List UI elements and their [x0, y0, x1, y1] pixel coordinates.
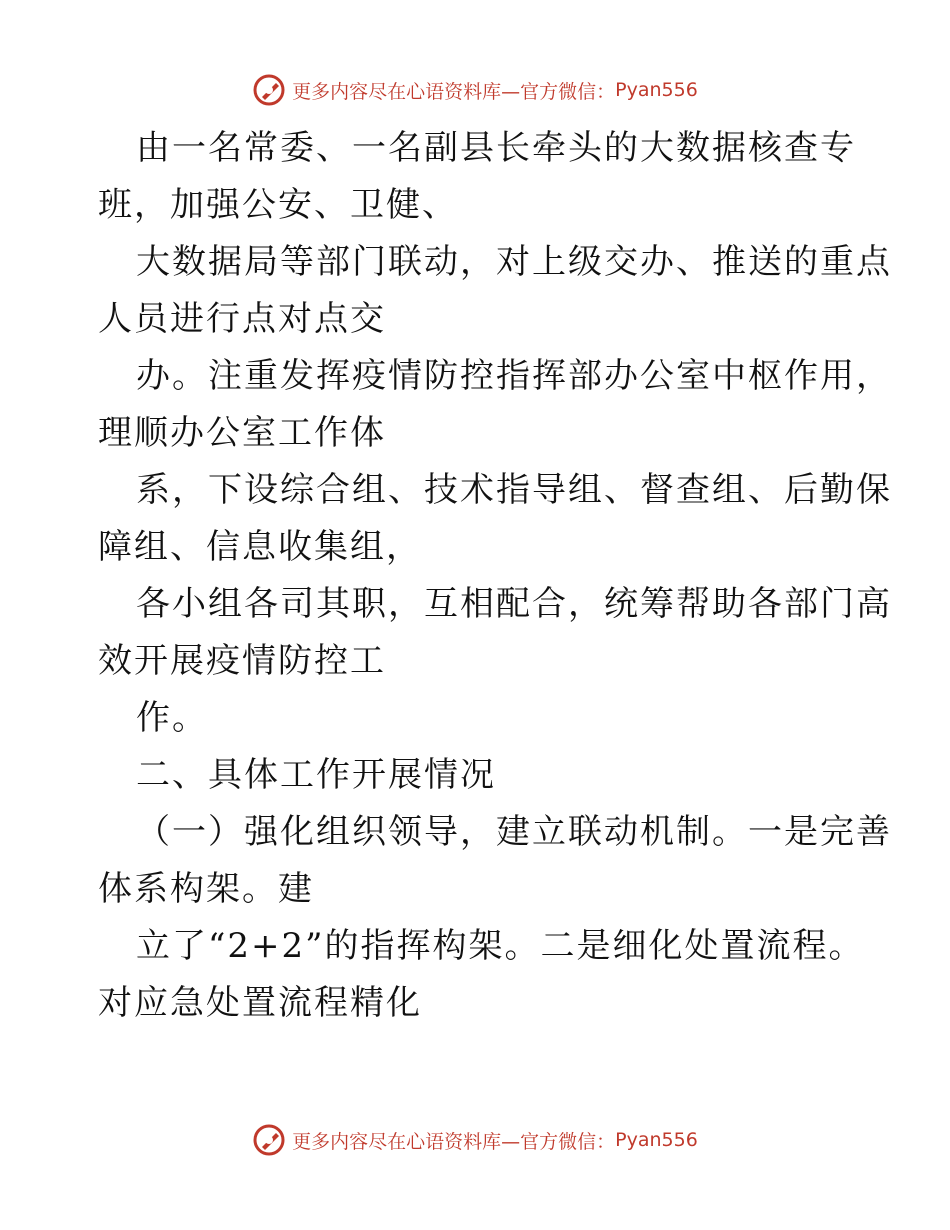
watermark-text: 更多内容尽在心语资料库—官方微信： [292, 80, 616, 103]
watermark-id: Pyan556 [615, 1129, 698, 1151]
footer-watermark [0, 1120, 950, 1160]
text-line: 对应急处置流程精化 [98, 983, 422, 1023]
pen-logo-icon [252, 1123, 286, 1157]
document-body [98, 120, 892, 1032]
text-line: 障组、信息收集组， [98, 527, 422, 567]
watermark-id: Pyan556 [615, 79, 698, 101]
text-line: （一）强化组织领导，建立联动机制。一是完善 [136, 812, 892, 852]
text-line: 各小组各司其职，互相配合，统筹帮助各部门高 [136, 584, 892, 624]
text-line: 作。 [136, 698, 208, 738]
text-line: 由一名常委、一名副县长牵头的大数据核查专 [136, 128, 856, 168]
text-line: 人员进行点对点交 [98, 299, 386, 339]
text-line: 系，下设综合组、技术指导组、督查组、后勤保 [136, 470, 892, 510]
text-line: 班，加强公安、卫健、 [98, 185, 458, 225]
text-line: 理顺办公室工作体 [98, 413, 386, 453]
text-line: 效开展疫情防控工 [98, 641, 386, 681]
pen-logo-icon [252, 73, 286, 107]
text-line: 办。注重发挥疫情防控指挥部办公室中枢作用， [136, 356, 892, 396]
text-line: 二、具体工作开展情况 [136, 755, 496, 795]
text-line: 大数据局等部门联动，对上级交办、推送的重点 [136, 242, 892, 282]
header-watermark [0, 70, 950, 110]
text-line: 体系构架。建 [98, 869, 314, 909]
text-line: 立了“2+2”的指挥构架。二是细化处置流程。 [136, 926, 865, 966]
watermark-text: 更多内容尽在心语资料库—官方微信： [292, 1130, 616, 1153]
